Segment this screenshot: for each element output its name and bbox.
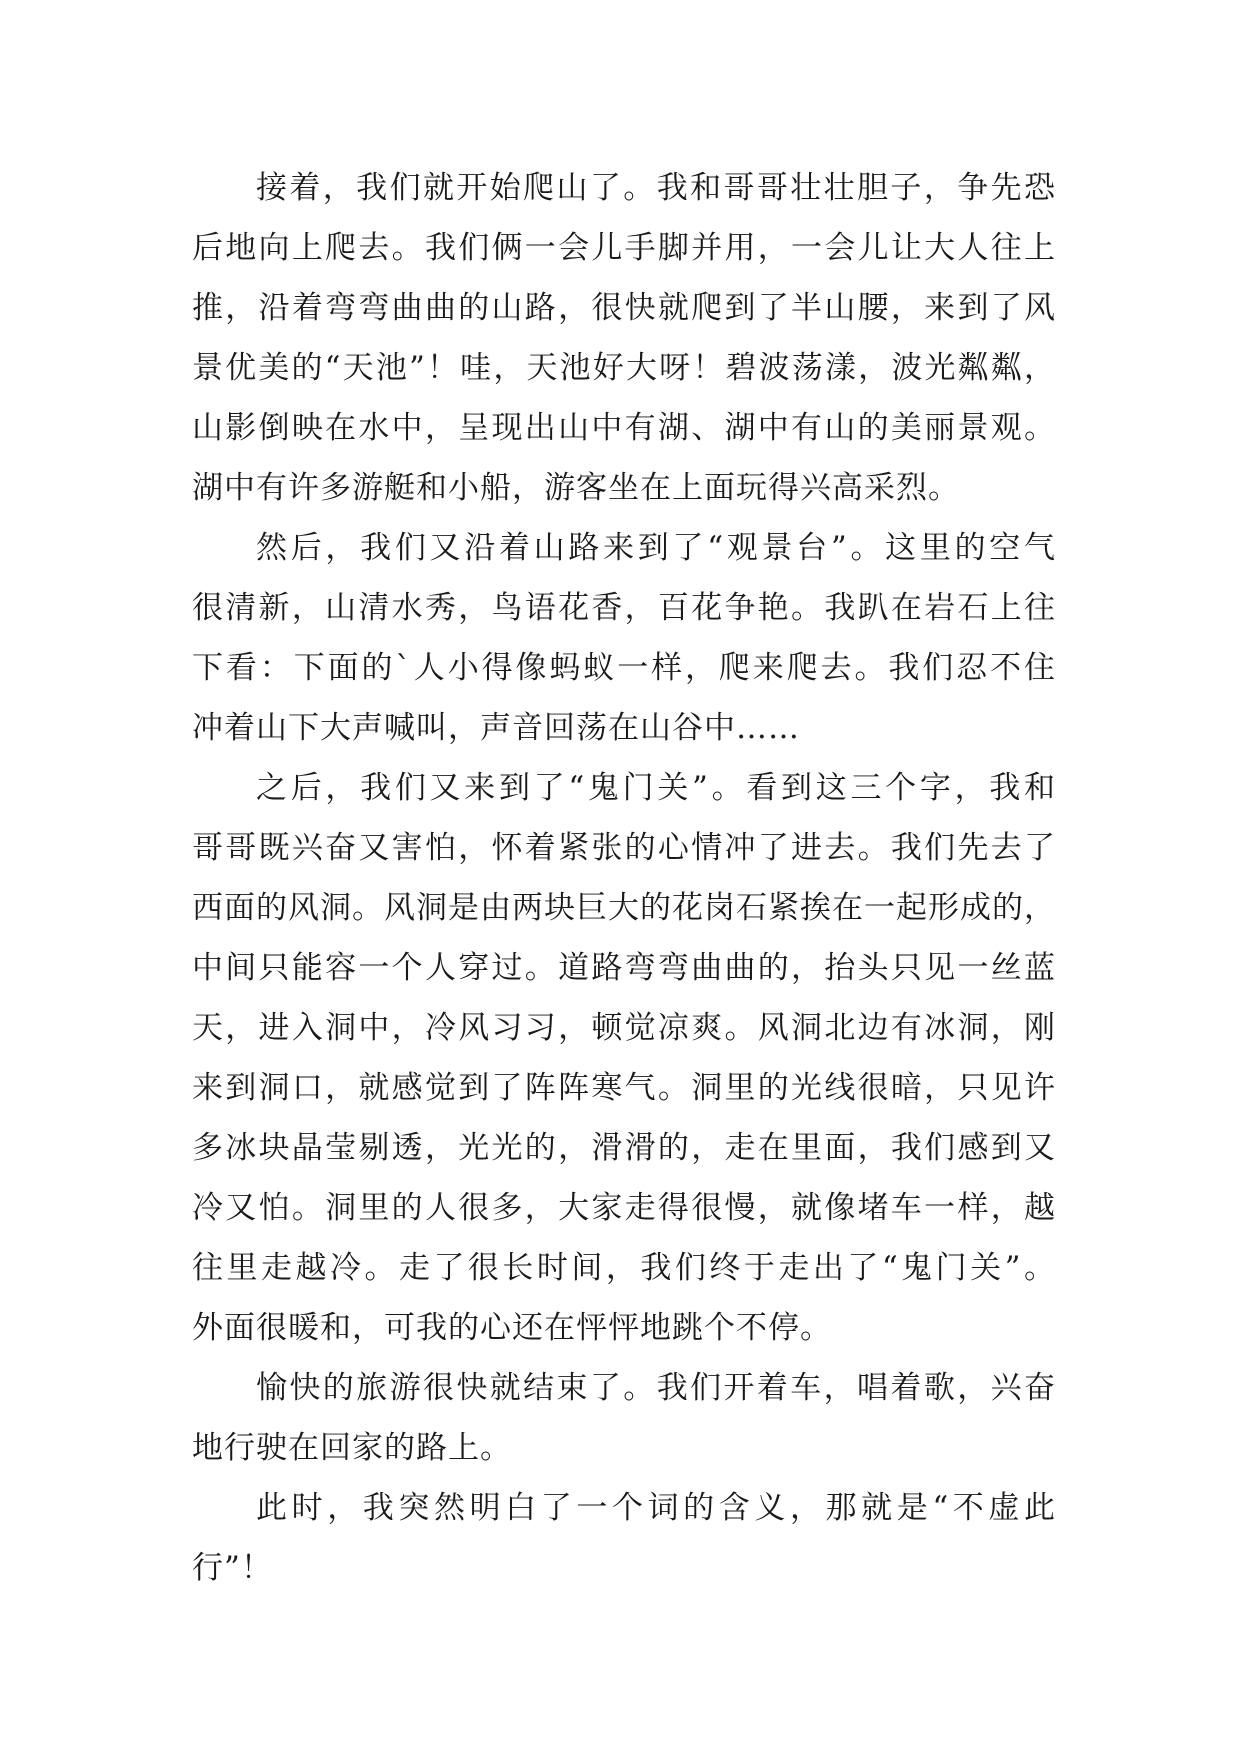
text-line: 地行驶在回家的路上。 xyxy=(192,1430,512,1466)
text-line: 此时，我突然明白了一个词的含义，那就是“不虚此 xyxy=(256,1490,1056,1526)
text-line: 推，沿着弯弯曲曲的山路，很快就爬到了半山腰，来到了风 xyxy=(192,290,1056,326)
text-line: 多冰块晶莹剔透，光光的，滑滑的，走在里面，我们感到又 xyxy=(192,1130,1056,1166)
text-line: 外面很暖和，可我的心还在怦怦地跳个不停。 xyxy=(192,1310,832,1346)
text-line: 愉快的旅游很快就结束了。我们开着车，唱着歌，兴奋 xyxy=(256,1370,1056,1406)
paragraph-1 xyxy=(192,158,1056,518)
text-line: 之后，我们又来到了“鬼门关”。看到这三个字，我和 xyxy=(256,770,1056,806)
text-line: 天，进入洞中，冷风习习，顿觉凉爽。风洞北边有冰洞，刚 xyxy=(192,1010,1056,1046)
text-line: 然后，我们又沿着山路来到了“观景台”。这里的空气 xyxy=(256,530,1056,566)
text-line: 后地向上爬去。我们俩一会儿手脚并用，一会儿让大人往上 xyxy=(192,230,1056,266)
text-line: 中间只能容一个人穿过。道路弯弯曲曲的，抬头只见一丝蓝 xyxy=(192,950,1056,986)
text-line: 冲着山下大声喊叫，声音回荡在山谷中…… xyxy=(192,710,800,746)
text-line: 哥哥既兴奋又害怕，怀着紧张的心情冲了进去。我们先去了 xyxy=(192,830,1056,866)
paragraph-4 xyxy=(192,1358,1056,1478)
text-line: 往里走越冷。走了很长时间，我们终于走出了“鬼门关”。 xyxy=(192,1250,1056,1286)
text-line: 湖中有许多游艇和小船，游客坐在上面玩得兴高采烈。 xyxy=(192,470,960,506)
text-line: 冷又怕。洞里的人很多，大家走得很慢，就像堵车一样，越 xyxy=(192,1190,1056,1226)
paragraph-3 xyxy=(192,758,1056,1358)
text-line: 行”！ xyxy=(192,1550,273,1586)
document-page xyxy=(192,158,1056,1598)
text-line: 景优美的“天池”！哇，天池好大呀！碧波荡漾，波光粼粼， xyxy=(192,350,1056,386)
paragraph-5 xyxy=(192,1478,1056,1598)
text-line: 来到洞口，就感觉到了阵阵寒气。洞里的光线很暗，只见许 xyxy=(192,1070,1056,1106)
text-line: 西面的风洞。风洞是由两块巨大的花岗石紧挨在一起形成的， xyxy=(192,890,1056,926)
paragraph-2 xyxy=(192,518,1056,758)
text-line: 下看：下面的`人小得像蚂蚁一样，爬来爬去。我们忍不住 xyxy=(192,650,1056,686)
text-line: 接着，我们就开始爬山了。我和哥哥壮壮胆子，争先恐 xyxy=(256,170,1056,206)
text-line: 很清新，山清水秀，鸟语花香，百花争艳。我趴在岩石上往 xyxy=(192,590,1056,626)
text-line: 山影倒映在水中，呈现出山中有湖、湖中有山的美丽景观。 xyxy=(192,410,1056,446)
